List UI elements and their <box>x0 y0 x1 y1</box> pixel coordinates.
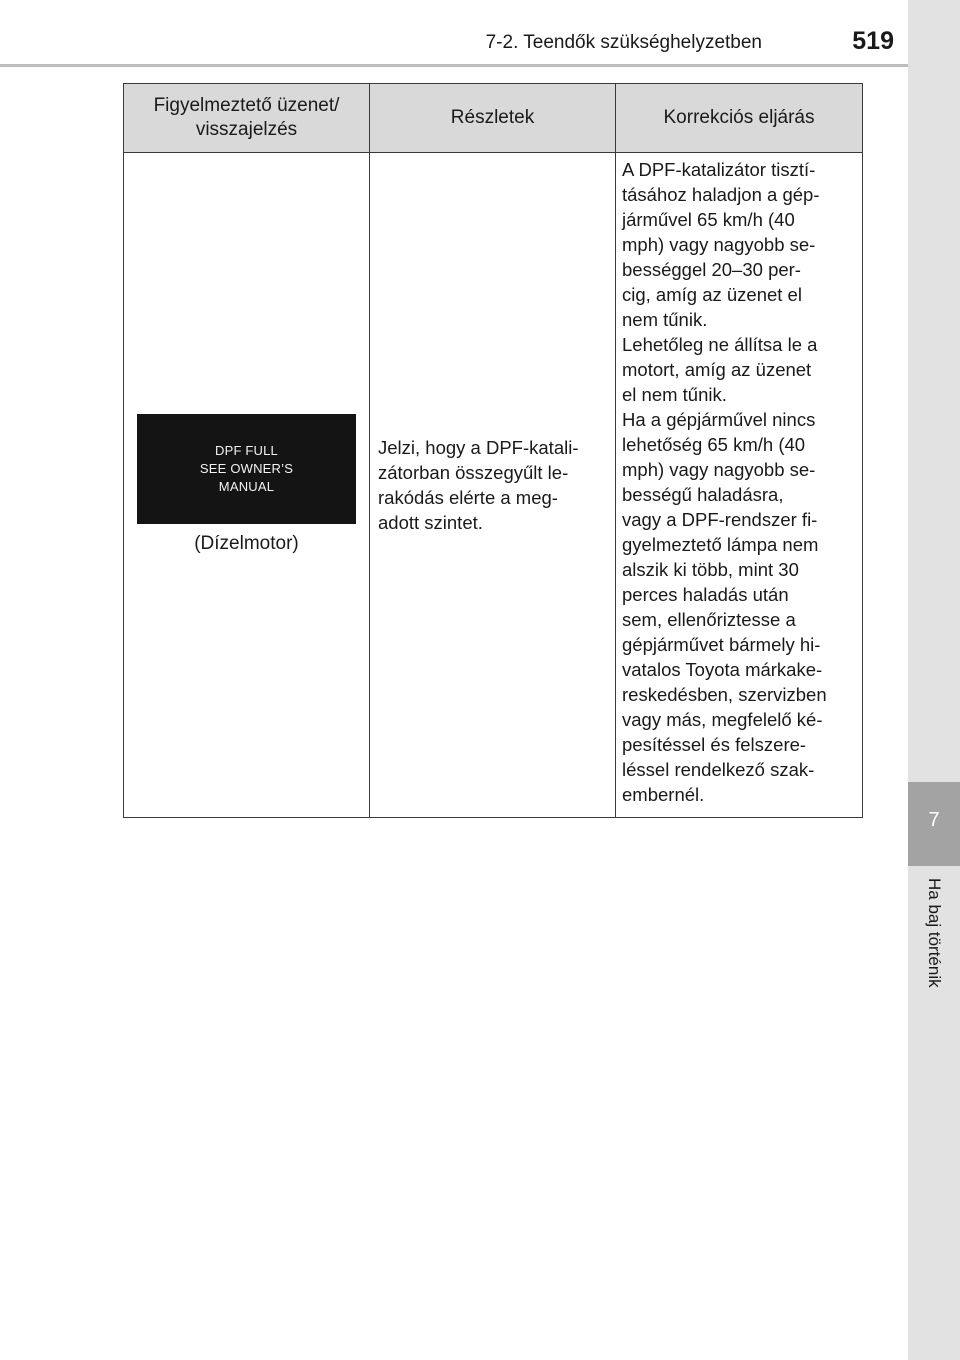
dpf-full-display-image <box>137 414 356 524</box>
engine-type-label: (Dízelmotor) <box>194 533 299 554</box>
chapter-side-tab <box>908 0 960 1360</box>
header-divider <box>0 64 908 67</box>
display-line: MANUAL <box>218 479 275 494</box>
correction-text: A DPF-katalizátor tisztí- tásához haladjon a gép- járművel 65 km/h (40 mph) vagy nagyobb se- bességgel 20–30 per- cig, amíg az üzenet el nem tűnik. Lehetőleg ne állítsa le a motort, amíg az üzenet el nem tűnik. Ha a gépjárművel nincs lehetőség 65 km/h (40 mph) vagy nagyobb se- bességű haladásra, vagy a DPF-rendszer fi- gyelmeztető lámpa nem alszik ki több, mint 30 perces haladás után sem, ellenőriztesse a gépjárművet bármely hi- vatalos Toyota márkake- reskedésben, szervizben vagy más, megfelelő ké- pesítéssel és felszere- léssel rendelkező szak- embernél. <box>622 159 827 805</box>
column-header-details: Részletek <box>370 84 616 153</box>
chapter-title: Ha baj történik <box>925 878 944 988</box>
chapter-number-box <box>908 782 960 866</box>
warning-message-table <box>123 83 863 818</box>
message-cell <box>124 153 370 818</box>
table-header-row <box>124 84 863 153</box>
column-header-message: Figyelmeztető üzenet/ visszajelzés <box>124 84 370 153</box>
correction-cell <box>616 153 863 818</box>
details-cell <box>370 153 616 818</box>
display-line: DPF FULL <box>214 443 278 458</box>
column-header-correction: Korrekciós eljárás <box>616 84 863 153</box>
chapter-number: 7 <box>928 809 940 831</box>
page-number: 519 <box>852 27 894 55</box>
table-row <box>124 153 863 818</box>
page-header <box>0 0 908 66</box>
details-text: Jelzi, hogy a DPF-katali- zátorban összegyűlt le- rakódás elérte a meg- adott szintet. <box>378 437 579 533</box>
section-title: 7-2. Teendők szükséghelyzetben <box>485 32 762 53</box>
display-line: SEE OWNER’S <box>199 461 294 476</box>
